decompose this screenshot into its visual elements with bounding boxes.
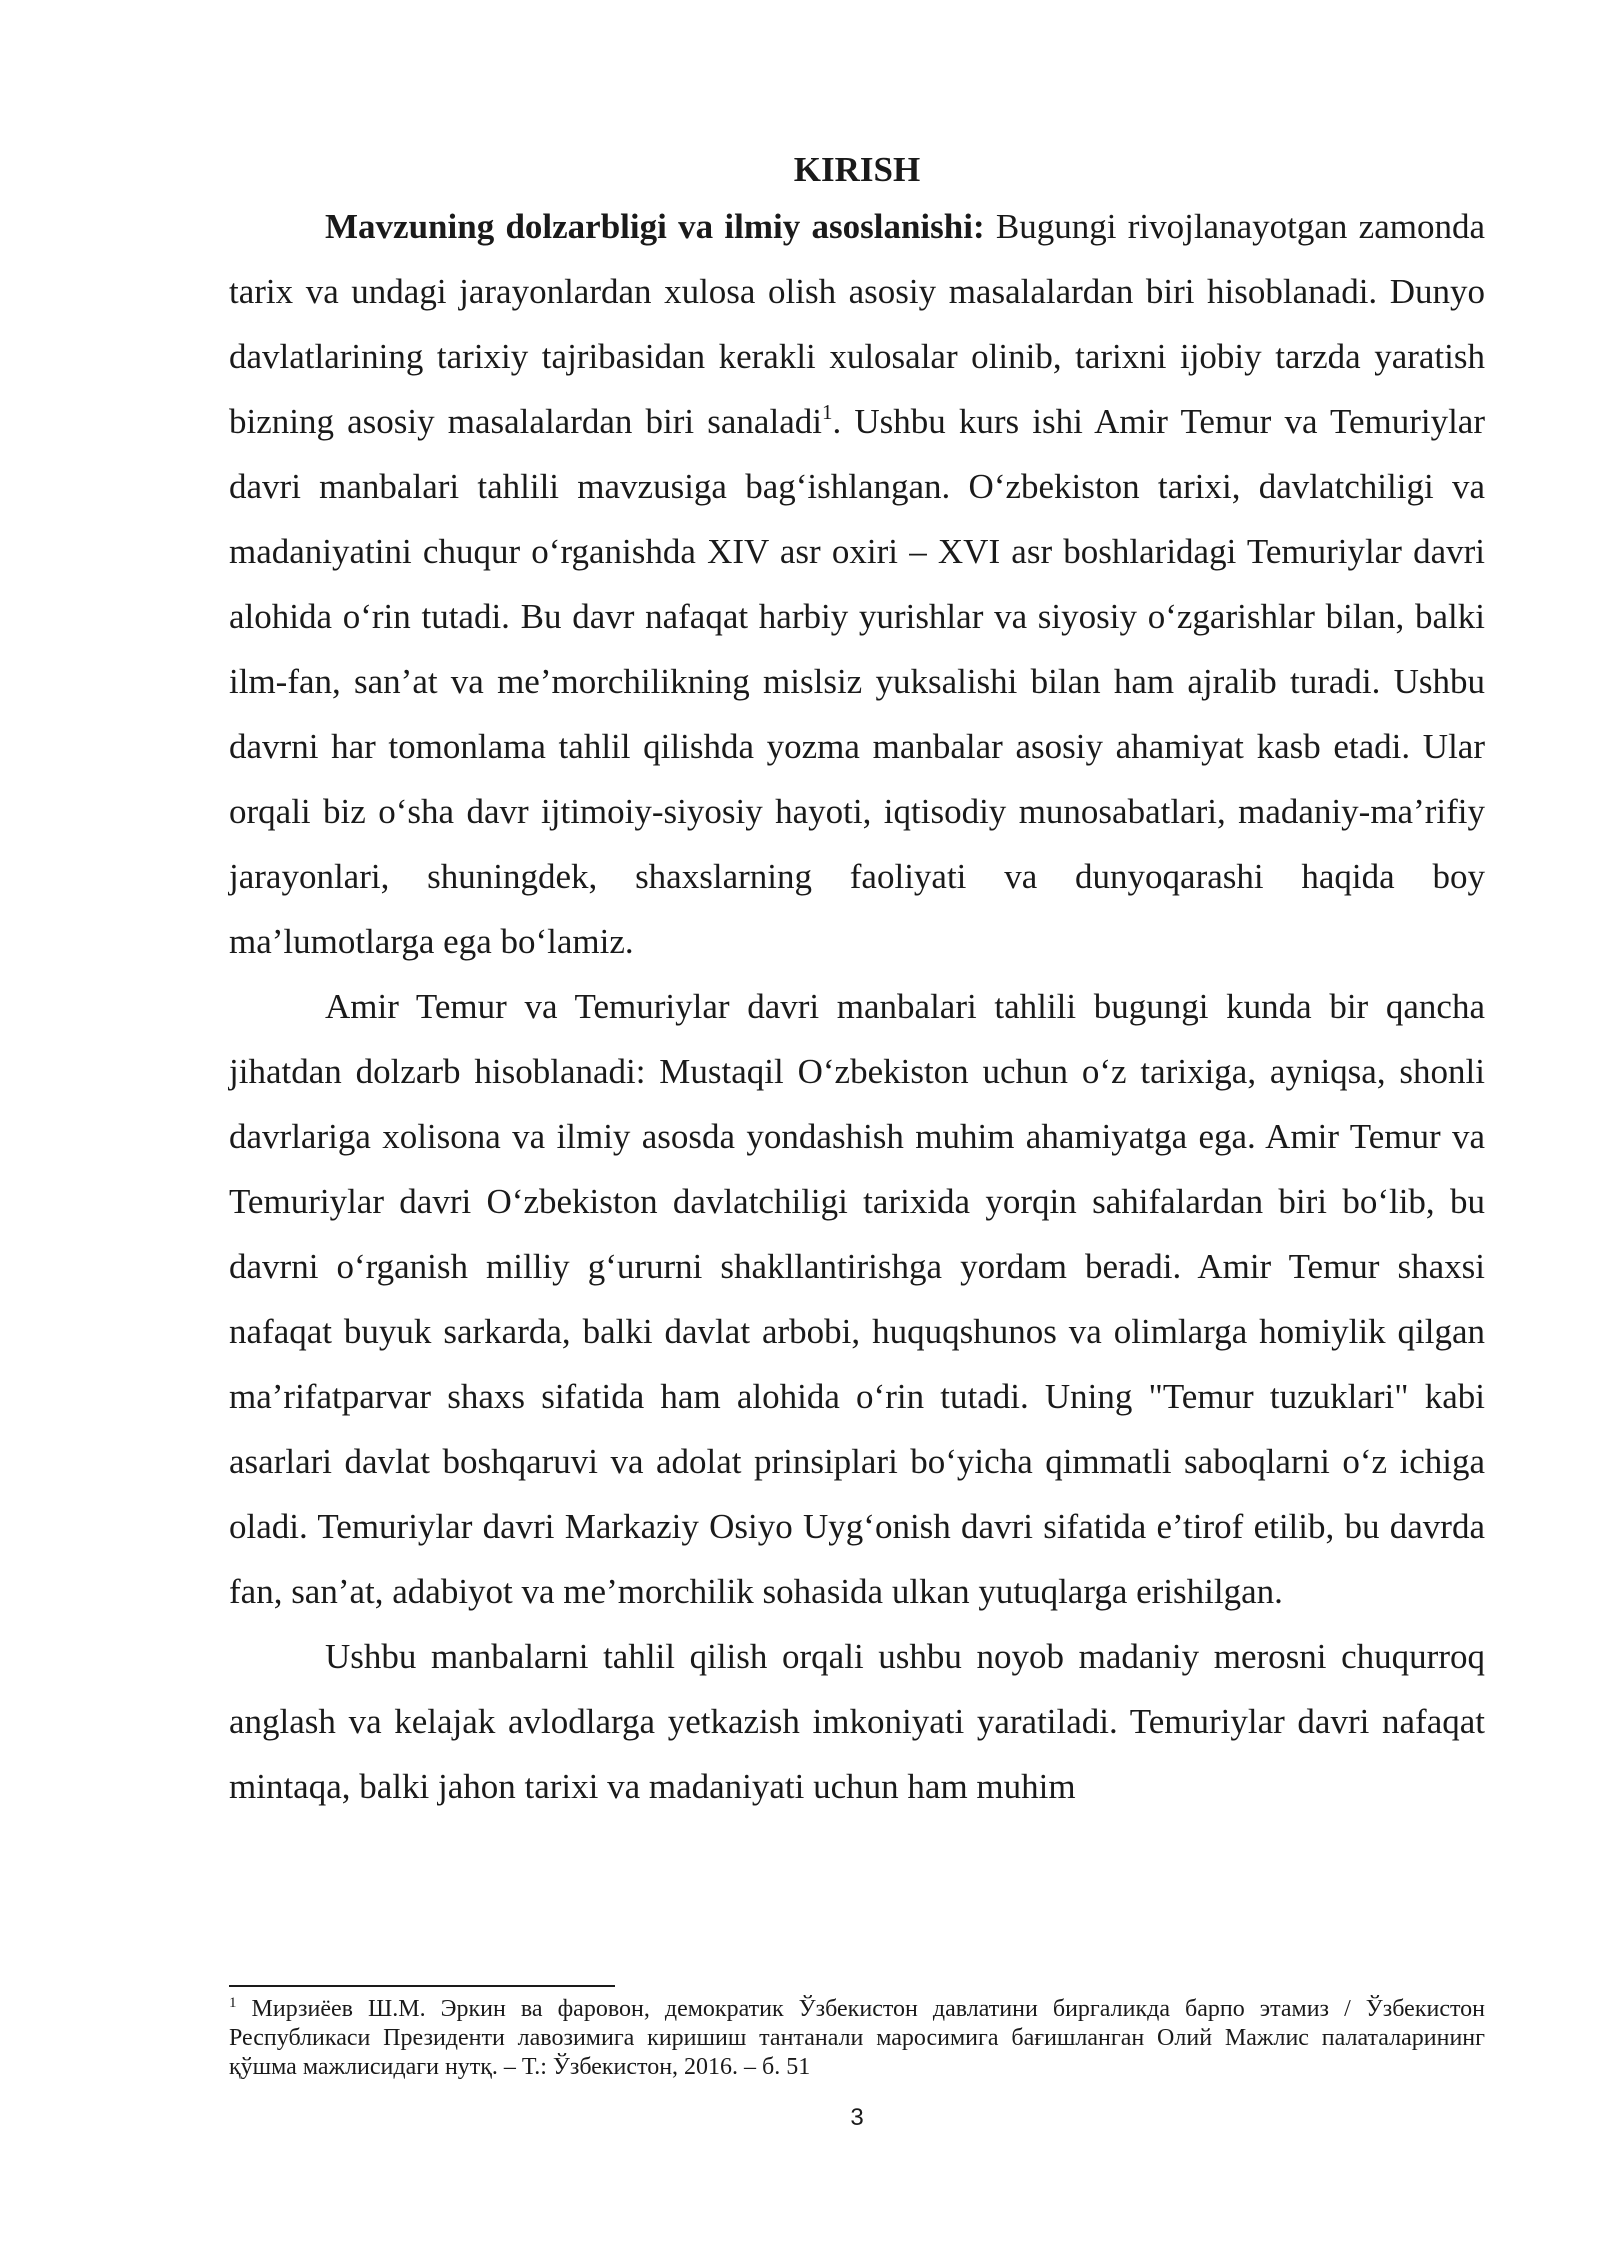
body-text <box>229 194 1485 1819</box>
page-title: KIRISH <box>793 150 921 189</box>
title-block <box>229 150 1485 190</box>
footnote-text: Мирзиёев Ш.М. Эркин ва фаровон, демократик Ўзбекистон давлатини биргаликда барпо этамиз / Ўзбекистон Республикаси Президенти лавозимига киришиш тантанали маросимига бағишланган Олий Мажлис палаталарининг қўшма мажлисидаги нутқ. – Т.: Ўзбекистон, 2016. – б. 51 <box>229 1996 1485 2080</box>
footnote-marker: 1 <box>229 1995 237 2011</box>
paragraph-2: Amir Temur va Temuriylar davri manbalari tahlili bugungi kunda bir qancha jihatdan dolzarb hisoblanadi: Mustaqil O‘zbekiston uchun o‘z tarixiga, ayniqsa, shonli davrlariga xolisona va ilmiy asosda yondashish muhim ahamiyatga ega. Amir Temur va Temuriylar davri O‘zbekiston davlatchiligi tarixida yorqin sahifalardan biri bo‘lib, bu davrni o‘rganish milliy g‘ururni shakllantirishga yordam beradi. Amir Temur shaxsi nafaqat buyuk sarkarda, balki davlat arbobi, huquqshunos va olimlarga homiylik qilgan ma’rifatparvar shaxs sifatida ham alohida o‘rin tutadi. Uning "Temur tuzuklari" kabi asarlari davlat boshqaruvi va adolat prinsiplari bo‘yicha qimmatli saboqlarni o‘z ichiga oladi. Temuriylar davri Markaziy Osiyo Uyg‘onish davri sifatida e’tirof etilib, bu davrda fan, san’at, adabiyot va me’morchilik sohasida ulkan yutuqlarga erishilgan. <box>229 987 1485 1611</box>
lead-label: Mavzuning dolzarbligi va ilmiy asoslanishi: <box>325 207 985 246</box>
paragraph-1-text: Bugungi rivojlanayotgan zamonda tarix va undagi jarayonlardan xulosa olish asosiy masalalardan biri hisoblanadi. Dunyo davlatlarining tarixiy tajribasidan kerakli xulosalar olinib, tarixni ijobiy tarzda yaratish bizning asosiy masalalardan biri sanaladi <box>229 207 1485 441</box>
footnote-separator <box>229 1985 615 1987</box>
footnote-reference: 1 <box>821 400 833 424</box>
paragraph-3: Ushbu manbalarni tahlil qilish orqali ushbu noyob madaniy merosni chuqurroq anglash va kelajak avlodlarga yetkazish imkoniyati yaratiladi. Temuriylar davri nafaqat mintaqa, balki jahon tarixi va madaniyati uchun ham muhim <box>229 1637 1485 1806</box>
paragraph-1-rest: . Ushbu kurs ishi Amir Temur va Temuriylar davri manbalari tahlili mavzusiga bag‘ishlangan. O‘zbekiston tarixi, davlatchiligi va madaniyatini chuqur o‘rganishda XIV asr oxiri – XVI asr boshlaridagi Temuriylar davri alohida o‘rin tutadi. Bu davr nafaqat harbiy yurishlar va siyosiy o‘zgarishlar bilan, balki ilm-fan, san’at va me’morchilikning mislsiz yuksalishi bilan ham ajralib turadi. Ushbu davrni har tomonlama tahlil qilishda yozma manbalar asosiy ahamiyat kasb etadi. Ular orqali biz o‘sha davr ijtimoiy-siyosiy hayoti, iqtisodiy munosabatlari, madaniy-ma’rifiy jarayonlari, shuningdek, shaxslarning faoliyati va dunyoqarashi haqida boy ma’lumotlarga ega bo‘lamiz. <box>229 402 1485 961</box>
page-number: 3 <box>850 2104 864 2131</box>
footnote <box>229 1995 1485 2082</box>
paragraph-1 <box>229 194 1485 974</box>
